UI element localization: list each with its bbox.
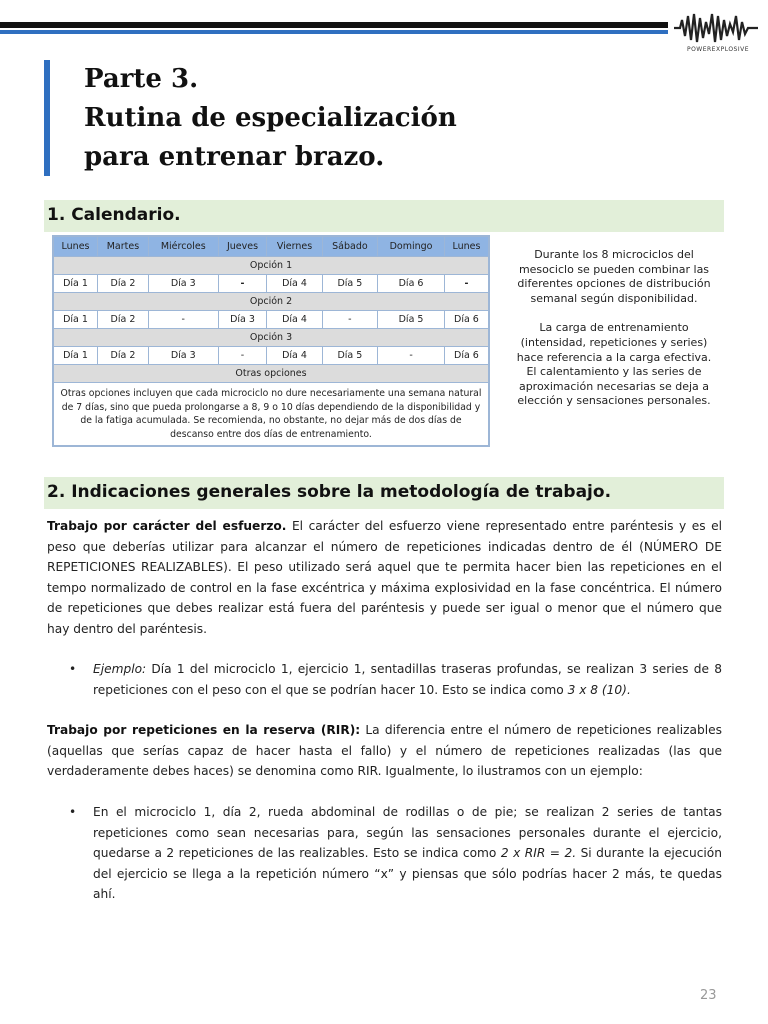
section-heading: 2. Indicaciones generales sobre la metodología de trabajo. bbox=[47, 482, 612, 502]
day-cell: Día 5 bbox=[322, 347, 378, 365]
day-cell: - bbox=[378, 347, 445, 365]
header-stripe-black bbox=[0, 22, 668, 28]
paragraph-lead: Trabajo por repeticiones en la reserva (RIR): bbox=[47, 723, 361, 737]
option-label: Opción 3 bbox=[54, 329, 489, 347]
day-cell: - bbox=[444, 275, 488, 293]
logo-wordmark: POWEREXPLOSIVE bbox=[686, 46, 750, 53]
other-options-note: Otras opciones incluyen que cada microciclo no dure necesariamente una semana natural de 7 días, sino que pueda prolongarse a 8, 9 o 10 días dependiendo de la disponibilidad y de la fatiga acumulada. Se recomienda, no obstante, no dejar más de dos días de descanso entre dos días de entrenamiento. bbox=[54, 383, 489, 446]
other-options-note-row bbox=[54, 383, 489, 446]
header-stripe-blue bbox=[0, 30, 668, 34]
day-cell: Día 3 bbox=[148, 347, 218, 365]
option-label: Opción 1 bbox=[54, 257, 489, 275]
day-cell: Día 2 bbox=[98, 311, 149, 329]
header-cell: Martes bbox=[98, 237, 149, 257]
option-label-row bbox=[54, 257, 489, 275]
paragraph-lead: Trabajo por carácter del esfuerzo. bbox=[47, 519, 287, 533]
option-label-row bbox=[54, 329, 489, 347]
bullet-text bbox=[93, 659, 722, 700]
bullet-ejemplo-1 bbox=[47, 659, 722, 700]
section-calendario bbox=[44, 200, 724, 232]
header-cell: Sábado bbox=[322, 237, 378, 257]
header-cell: Domingo bbox=[378, 237, 445, 257]
bullet-dot: • bbox=[69, 805, 77, 819]
header-cell: Viernes bbox=[267, 237, 322, 257]
day-cell: Día 5 bbox=[378, 311, 445, 329]
bullet-dot: • bbox=[69, 662, 77, 676]
day-cell: Día 3 bbox=[148, 275, 218, 293]
option-days-row bbox=[54, 275, 489, 293]
header-cell: Miércoles bbox=[148, 237, 218, 257]
day-cell: Día 5 bbox=[322, 275, 378, 293]
paragraph-text: La diferencia entre el número de repeticiones realizables (aquellas que serías capaz de hacer hasta el fallo) y el número de repeticiones realizadas (las que verdaderamente debes haces) se denomina como RIR. Igualmente, lo ilustramos con un ejemplo: bbox=[47, 723, 722, 779]
bullet-italic-lead: Ejemplo: bbox=[93, 662, 147, 676]
option-days-row bbox=[54, 311, 489, 329]
calendar-side-notes bbox=[516, 248, 712, 424]
title-line-2: Rutina de especialización bbox=[84, 103, 457, 133]
side-note-2: La carga de entrenamiento (intensidad, repeticiones y series) hace referencia a la carga efectiva. El calentamiento y las series de aproximación necesarias se deja a elección y sensaciones personales. bbox=[516, 321, 712, 408]
paragraph-rir bbox=[47, 720, 722, 782]
bullet-italic-tail: 3 x 8 (10). bbox=[567, 682, 631, 697]
day-cell: Día 1 bbox=[54, 311, 98, 329]
header-cell: Jueves bbox=[218, 237, 267, 257]
title-line-1: Parte 3. bbox=[84, 64, 199, 94]
side-note-1: Durante los 8 microciclos del mesociclo se pueden combinar las diferentes opciones de distribución semanal según disponibilidad. bbox=[517, 248, 711, 305]
day-cell: Día 1 bbox=[54, 347, 98, 365]
calendar-table bbox=[53, 236, 489, 446]
header-cell: Lunes bbox=[444, 237, 488, 257]
other-options-label: Otras opciones bbox=[54, 365, 489, 383]
bullet-text bbox=[93, 802, 722, 905]
bullet-body: Día 1 del microciclo 1, ejercicio 1, sentadillas traseras profundas, se realizan 3 series de 8 repeticiones con el peso con el que se podrían hacer 10. Esto se indica como bbox=[93, 662, 722, 697]
option-label-row bbox=[54, 293, 489, 311]
day-cell: Día 3 bbox=[218, 311, 267, 329]
day-cell: Día 2 bbox=[98, 275, 149, 293]
section-heading: 1. Calendario. bbox=[47, 205, 181, 225]
option-days-row bbox=[54, 347, 489, 365]
day-cell: - bbox=[322, 311, 378, 329]
page-number: 23 bbox=[700, 988, 717, 1003]
day-cell: Día 4 bbox=[267, 311, 322, 329]
paragraph-text: El carácter del esfuerzo viene representado entre paréntesis y es el peso que deberías utilizar para alcanzar el número de repeticiones indicadas dentro de él (NÚMERO DE REPETICIONES REALIZABLES). El peso utilizado será aquel que te permita hacer bien las repeticiones en el tempo normalizado de control en la fase excéntrica y máxima explosividad en la fase concéntrica. El número de repeticiones que debes realizar está fuera del paréntesis y puede ser igual o menor que el número que hay dentro del paréntesis. bbox=[47, 519, 723, 636]
day-cell: - bbox=[218, 347, 267, 365]
day-cell: Día 1 bbox=[54, 275, 98, 293]
title-line-3: para entrenar brazo. bbox=[84, 142, 385, 172]
paragraph-caracter-esfuerzo bbox=[47, 516, 722, 640]
bullet-italic: 2 x RIR = 2. bbox=[500, 846, 577, 861]
day-cell: Día 6 bbox=[444, 347, 488, 365]
day-cell: Día 4 bbox=[267, 275, 322, 293]
section-indicaciones bbox=[44, 477, 724, 509]
day-cell: Día 6 bbox=[444, 311, 488, 329]
bullet-body: En el microciclo 1, día 2, rueda abdominal de rodillas o de pie; se realizan 2 series de tantas repeticiones como sean necesarias para, según las sensaciones personales durante el ejercicio, quedarse a 2 repeticiones de las realizables. Esto se indica como bbox=[93, 805, 722, 861]
day-cell: - bbox=[218, 275, 267, 293]
day-cell: - bbox=[148, 311, 218, 329]
day-cell: Día 4 bbox=[267, 347, 322, 365]
page-title bbox=[84, 60, 457, 177]
bullet-body-2: Si durante la ejecución del ejercicio se llega a la repetición número “x” y piensas que sólo podrías hacer 2 más, te quedas ahí. bbox=[93, 846, 722, 902]
other-options-label-row bbox=[54, 365, 489, 383]
bullet-ejemplo-2 bbox=[47, 802, 722, 905]
day-cell: Día 2 bbox=[98, 347, 149, 365]
day-cell: Día 6 bbox=[378, 275, 445, 293]
title-accent-bar bbox=[44, 60, 50, 176]
option-label: Opción 2 bbox=[54, 293, 489, 311]
calendar-header-row bbox=[54, 237, 489, 257]
header-cell: Lunes bbox=[54, 237, 98, 257]
